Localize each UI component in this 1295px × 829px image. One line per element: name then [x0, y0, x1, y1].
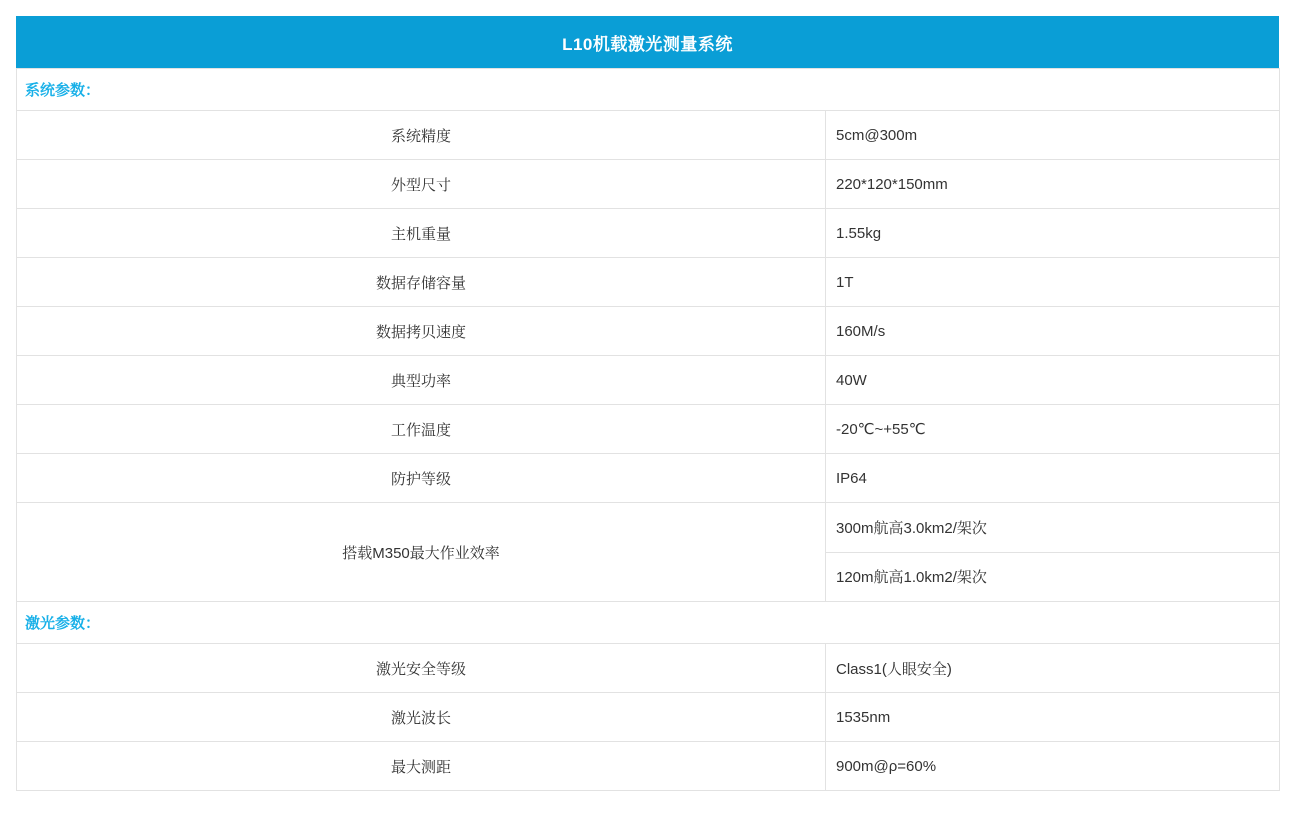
section-header-laser-label: 激光参数： [17, 602, 1280, 644]
param-value: IP64 [826, 454, 1280, 503]
table-row [17, 111, 1280, 160]
section-header-laser [17, 602, 1280, 644]
param-value: 1T [826, 258, 1280, 307]
param-name: 外型尺寸 [17, 160, 826, 209]
table-row [17, 356, 1280, 405]
spec-table [16, 68, 1280, 791]
table-row [17, 644, 1280, 693]
section-header-system-label: 系统参数： [17, 69, 1280, 111]
table-row [17, 160, 1280, 209]
table-row [17, 454, 1280, 503]
table-row [17, 209, 1280, 258]
param-value: Class1(人眼安全) [826, 644, 1280, 693]
param-name: 系统精度 [17, 111, 826, 160]
param-name: 主机重量 [17, 209, 826, 258]
param-name: 最大测距 [17, 742, 826, 791]
page-title [16, 16, 1279, 68]
table-row [17, 693, 1280, 742]
param-name: 激光安全等级 [17, 644, 826, 693]
param-value: 160M/s [826, 307, 1280, 356]
table-row [17, 307, 1280, 356]
spec-table-body [17, 69, 1280, 791]
param-name: 典型功率 [17, 356, 826, 405]
table-row [17, 258, 1280, 307]
param-value: 1535nm [826, 693, 1280, 742]
sub-row [826, 503, 1279, 552]
page-title-text: L10机载激光测量系统 [562, 34, 733, 54]
param-name: 数据存储容量 [17, 258, 826, 307]
param-name: 搭载M350最大作业效率 [17, 503, 826, 602]
table-row [17, 405, 1280, 454]
param-value-sublist [826, 503, 1279, 601]
table-row-multi [17, 503, 1280, 602]
sub-row [826, 552, 1279, 601]
param-value: -20℃~+55℃ [826, 405, 1280, 454]
param-value: 220*120*150mm [826, 160, 1280, 209]
param-name: 防护等级 [17, 454, 826, 503]
table-row [17, 742, 1280, 791]
param-value: 5cm@300m [826, 111, 1280, 160]
param-value-group [826, 503, 1280, 602]
param-value: 1.55kg [826, 209, 1280, 258]
param-value: 120m航高1.0km2/架次 [836, 569, 987, 587]
param-name: 数据拷贝速度 [17, 307, 826, 356]
section-header-system [17, 69, 1280, 111]
param-value: 300m航高3.0km2/架次 [826, 503, 1279, 552]
param-name: 工作温度 [17, 405, 826, 454]
param-name: 激光波长 [17, 693, 826, 742]
param-value: 40W [826, 356, 1280, 405]
param-value: 900m@ρ=60% [826, 742, 1280, 791]
